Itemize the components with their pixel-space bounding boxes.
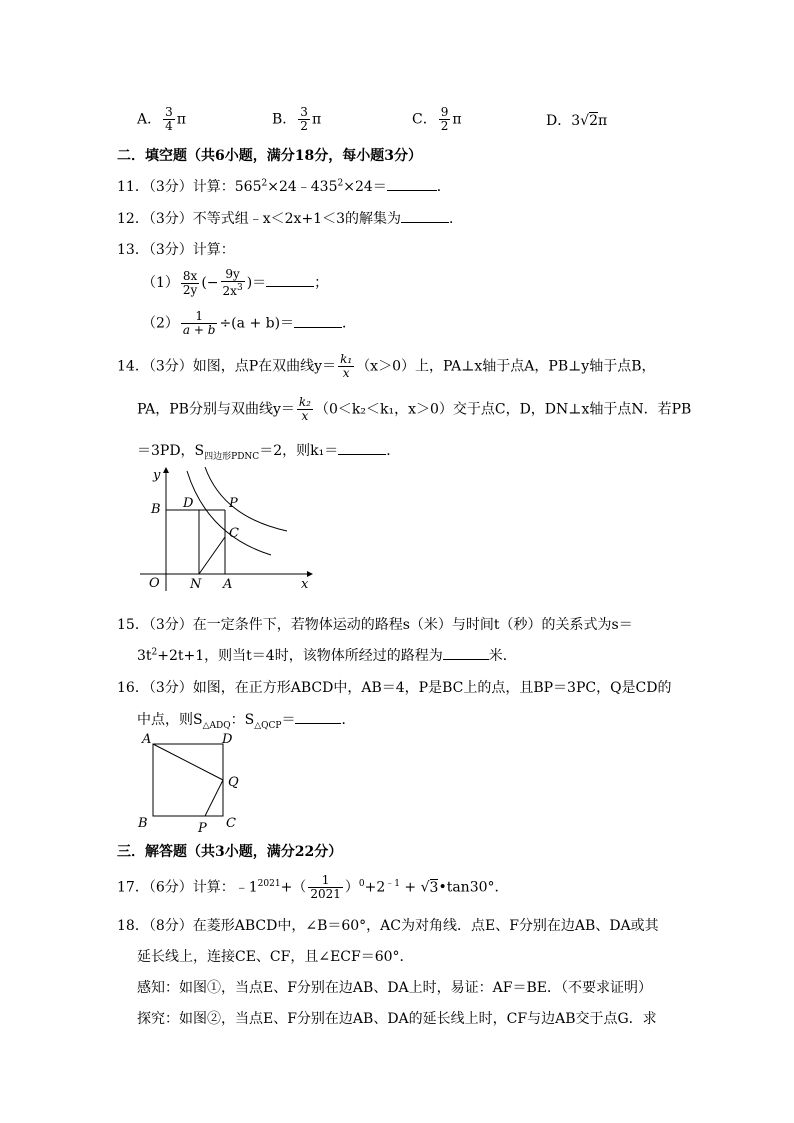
- label-y: y: [153, 468, 161, 483]
- question-14-line-3: ＝3PD，$S_{四边形PDNC}=2$，则k₁＝ ．: [137, 443, 401, 462]
- question-16-line-2: 中点，则$S_{\triangle ADQ}$：$S_{\triangle QCP}=$ ．: [137, 712, 356, 731]
- answer-blank: [338, 442, 386, 455]
- sqrt-symbol: √: [580, 113, 590, 129]
- figure-14: [135, 465, 315, 595]
- question-15-line-1: 15．（3分）在一定条件下，若物体运动的路程s（米）与时间t（秒）的关系式为s＝: [117, 617, 633, 633]
- label-p: P: [229, 496, 238, 511]
- label-x: x: [301, 577, 309, 592]
- question-14-line-1: 14．（3分）如图，点P在双曲线y＝ $\frac{\text{k₁}}{x}$ （x＞0）上，PA⊥x轴于点A，PB⊥y轴于点B，: [117, 352, 656, 380]
- curve-k2: [187, 471, 271, 555]
- segment-aq: [153, 744, 223, 780]
- question-13-part-2: （2） $\frac{1}{a + b}$ ÷(a + b)＝ ．: [142, 309, 357, 337]
- answer-blank: [294, 315, 342, 328]
- label-q: Q: [228, 775, 239, 790]
- option-d: D．3√2π: [546, 113, 608, 129]
- question-15-line-2: $3t^2+2t+1$，则当t＝4时，该物体所经过的路程为 米．: [137, 647, 517, 664]
- label-d: D: [183, 496, 194, 511]
- question-17: 17．（6分）计算：$﹣1^{2021}+$（ $\frac{1}{2021}$ ）$^0+2^{﹣1}$ + √3•tan30°．: [117, 873, 509, 901]
- label-p: P: [198, 821, 207, 835]
- question-16-line-1: 16．（3分）如图，在正方形ABCD中，AB＝4，P是BC上的点，且BP＝3PC，Q是CD的: [117, 680, 672, 696]
- square-abcd: [153, 744, 223, 816]
- label-d: D: [222, 732, 233, 747]
- answer-blank: [387, 178, 437, 191]
- label-b: B: [151, 502, 161, 517]
- answer-blank: [401, 210, 449, 223]
- option-b: B． $\frac{3}{2}$ π: [272, 105, 322, 133]
- question-18-line-1: 18．（8分）在菱形ABCD中，∠B＝60°，AC为对角线．点E、F分别在边AB、DA或其: [117, 918, 659, 934]
- question-18-line-4: 探究：如图②，当点E、F分别在边AB、DA的延长线上时，CF与边AB交于点G．求: [137, 1011, 657, 1027]
- option-a-fraction: $\frac{3}{4}$: [165, 105, 173, 133]
- answer-blank: [266, 274, 314, 287]
- answer-blank: [295, 711, 341, 724]
- option-c-fraction: $\frac{9}{2}$: [440, 105, 449, 133]
- question-12: 12．（3分）不等式组﹣x＜2x+1＜3的解集为 ．: [117, 211, 463, 227]
- y-axis-arrow: [163, 467, 169, 473]
- segment-qp: [205, 780, 223, 816]
- option-d-label: D．: [546, 113, 572, 129]
- option-c-label: C．: [412, 111, 437, 128]
- option-c: C． $\frac{9}{2}$ π: [412, 105, 462, 133]
- sqrt-symbol: √: [420, 879, 430, 896]
- option-b-label: B．: [272, 111, 297, 128]
- figure-16: [136, 729, 248, 835]
- curve-k1: [205, 467, 287, 531]
- label-b: B: [138, 816, 148, 831]
- question-13: 13．（3分）计算：: [117, 242, 235, 258]
- section-3-title: 三．解答题（共3小题，满分22分）: [117, 844, 343, 860]
- label-a: A: [142, 732, 152, 747]
- question-13-part-1: （1） $\frac{8x}{2y}$ (− $\frac{9y}{2x^3}$ )＝ ；: [142, 267, 329, 298]
- answer-blank: [443, 647, 489, 660]
- label-n: N: [190, 577, 202, 592]
- question-11: 11．（3分）计算：$565^2\times 24﹣435^2\times 24=$ ．: [117, 178, 451, 195]
- label-o: O: [149, 576, 160, 591]
- question-18-line-2: 延长线上，连接CE、CF，且∠ECF＝60°．: [137, 949, 414, 965]
- question-14-line-2: PA，PB分别与双曲线y＝ $\frac{\text{k₂}}{x}$ （0＜k₂＜k₁，x＞0）交于点C，D，DN⊥x轴于点N．若PB: [137, 395, 692, 423]
- section-2-title: 二．填空题（共6小题，满分18分，每小题3分）: [117, 148, 422, 164]
- option-a: A． $\frac{3}{4}$ π: [137, 105, 186, 133]
- option-b-fraction: $\frac{3}{2}$: [300, 105, 308, 133]
- option-a-label: A．: [137, 111, 162, 128]
- question-18-line-3: 感知：如图①，当点E、F分别在边AB、DA上时，易证：AF＝BE．（不要求证明）: [137, 980, 652, 996]
- segment-nc: [199, 537, 225, 574]
- label-a: A: [223, 577, 233, 592]
- label-c: C: [229, 526, 239, 541]
- label-c: C: [226, 816, 236, 831]
